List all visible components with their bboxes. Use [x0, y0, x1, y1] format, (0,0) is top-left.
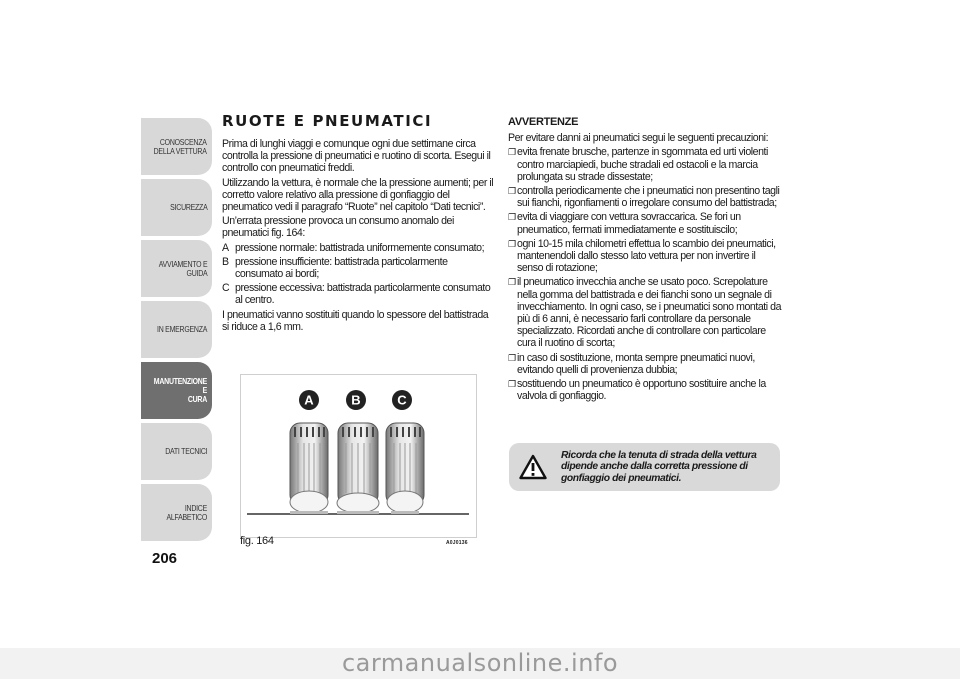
item-text: pressione normale: battistrada uniformemente consumato;	[235, 241, 485, 254]
list-item	[222, 282, 494, 306]
tab-emergenza[interactable]	[141, 301, 212, 358]
label-b: B	[351, 392, 361, 408]
list-item	[508, 146, 782, 183]
item-text: controlla periodicamente che i pneumatici non presentino tagli sui fianchi, rigonfiamenti o irregolare consumo del battistrada;	[517, 185, 780, 210]
item-label: B	[222, 255, 229, 268]
warnings-title: AVVERTENZE	[508, 116, 579, 128]
list-item	[508, 211, 782, 235]
label-b-badge	[346, 390, 366, 410]
checkbox-bullet-icon: ❐	[508, 352, 516, 363]
label-a: A	[304, 392, 314, 408]
list-item	[508, 238, 782, 275]
tab-indice[interactable]	[141, 484, 212, 541]
tire-c	[386, 423, 424, 514]
item-label: A	[222, 241, 229, 254]
tire-a	[290, 423, 328, 514]
item-text: in caso di sostituzione, monta sempre pneumatici nuovi, evitando quelli di provenienza dubbia;	[517, 351, 755, 376]
item-text: sostituendo un pneumatico è opportuno sostituire anche la valvola di gonfiaggio.	[517, 378, 766, 403]
warning-triangle-icon	[519, 454, 547, 480]
figure-caption: fig. 164	[240, 535, 274, 547]
item-text: pressione insufficiente: battistrada particolarmente consumato ai bordi;	[235, 255, 448, 281]
label-c-badge	[392, 390, 412, 410]
tab-sicurezza[interactable]	[141, 179, 212, 236]
item-text: ogni 10-15 mila chilometri effettua lo scambio dei pneumatici, mantenendoli dallo stesso lato vettura per non invertire il senso di rotazione;	[517, 237, 776, 275]
paragraph: I pneumatici vanno sostituiti quando lo spessore del battistrada si riduce a 1,6 mm.	[222, 308, 489, 333]
tab-label: AVVIAMENTO E GUIDA	[158, 258, 207, 278]
tab-label: DATI TECNICI	[164, 446, 207, 456]
tab-dati-tecnici[interactable]	[141, 423, 212, 480]
item-text: evita di viaggiare con vettura sovraccarica. Se fori un pneumatico, fermati immediatamente e sostituiscilo;	[517, 211, 741, 236]
section-title: RUOTE E PNEUMATICI	[222, 112, 433, 130]
tab-label: SICUREZZA	[169, 202, 207, 212]
list-item	[508, 352, 782, 376]
tab-manutenzione[interactable]	[141, 362, 212, 419]
chapter-tabs	[141, 118, 212, 545]
warning-note	[509, 443, 780, 491]
figure-code: A0J0136	[446, 540, 468, 546]
paragraph: Utilizzando la vettura, è normale che la pressione aumenti; per il corretto valore relativo alla pressione di gonfiaggio del pneumatico vedi il paragrafo “Ruote” nel capitolo “Dati tecnici”.	[222, 176, 494, 214]
checkbox-bullet-icon: ❐	[508, 277, 516, 288]
tab-conoscenza[interactable]	[141, 118, 212, 175]
paragraph: Un’errata pressione provoca un consumo anomalo dei pneumatici fig. 164:	[222, 215, 454, 240]
page-number: 206	[152, 550, 178, 567]
tire-b	[337, 423, 379, 514]
checkbox-bullet-icon: ❐	[508, 238, 516, 249]
tire-figure	[240, 374, 477, 538]
item-text: evita frenate brusche, partenze in sgommata ed urti violenti contro marciapiedi, buche stradali ed ostacoli e la marcia prolungata su strade dissestate;	[517, 146, 768, 183]
paragraph: Prima di lunghi viaggi e comunque ogni due settimane circa controlla la pressione di pneumatici e ruotino di scorta. Esegui il controllo con pneumatici freddi.	[222, 138, 491, 175]
list-item	[222, 256, 494, 280]
item-text: il pneumatico invecchia anche se usato poco. Screpolature nella gomma del battistrada e dei fianchi sono un segnale di invecchiamento. In ogni caso, se i pneumatici sono montati da più di 6 anni, è necessario farli controllare da personale specializzato. Ricordati anche di controllare con particolare cura il ruotino di scorta;	[517, 276, 782, 350]
list-item	[508, 185, 782, 209]
item-label: C	[222, 282, 230, 295]
checkbox-bullet-icon: ❐	[508, 212, 516, 223]
warning-note-text: Ricorda che la tenuta di strada della vettura dipende anche dalla corretta pressione di gonfiaggio dei pneumatici.	[561, 449, 757, 484]
warnings-intro: Per evitare danni ai pneumatici segui le seguenti precauzioni:	[508, 132, 769, 145]
checkbox-bullet-icon: ❐	[508, 147, 516, 158]
tab-label: CONOSCENZA DELLA VETTURA	[154, 136, 207, 156]
tab-label: IN EMERGENZA	[156, 324, 207, 334]
tab-label: INDICE ALFABETICO	[166, 502, 207, 522]
checkbox-bullet-icon: ❐	[508, 186, 516, 197]
tab-avviamento[interactable]	[141, 240, 212, 297]
warnings-column	[508, 116, 782, 404]
section-column	[222, 112, 494, 335]
label-a-badge	[299, 390, 319, 410]
item-text: pressione eccessiva: battistrada particolarmente consumato al centro.	[235, 282, 491, 307]
tire-illustration	[241, 375, 476, 537]
watermark: carmanualsonline.info	[0, 648, 960, 679]
list-item	[222, 242, 494, 254]
label-c: C	[397, 392, 407, 408]
list-item	[508, 276, 782, 349]
tab-label: MANUTENZIONE E CURA	[153, 376, 207, 404]
list-item	[508, 378, 782, 402]
checkbox-bullet-icon: ❐	[508, 379, 516, 390]
